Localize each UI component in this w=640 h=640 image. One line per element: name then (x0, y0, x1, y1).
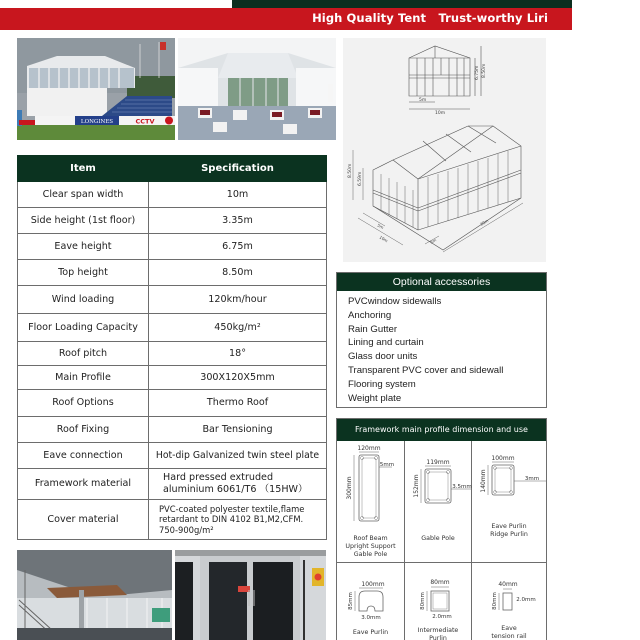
caption-line: tension rail (491, 633, 527, 640)
svg-text:5mm: 5mm (379, 462, 395, 468)
svg-text:3.5mm: 3.5mm (452, 484, 472, 490)
row-item: Wind loading (18, 286, 149, 314)
table-row (18, 182, 327, 208)
list-item: Flooring system (348, 378, 416, 390)
svg-text:85mm: 85mm (348, 592, 354, 610)
profile-gable-pole (405, 441, 472, 563)
svg-text:120mm: 120mm (357, 445, 381, 452)
svg-text:80mm: 80mm (420, 592, 426, 610)
table-header-row (18, 156, 327, 182)
caption-line: Roof Beam (353, 535, 388, 542)
caption-line: Gable Pole (353, 551, 388, 558)
svg-text:119mm: 119mm (426, 459, 450, 466)
row-spec (149, 469, 327, 500)
svg-text:LONGINES: LONGINES (80, 119, 114, 125)
column-header-item: Item (18, 156, 149, 182)
profile-eave-tension-rail (472, 563, 546, 640)
svg-text:152mm: 152mm (413, 474, 420, 498)
header-tagline: High Quality Tent Trust-worthy Liri (312, 11, 548, 25)
profile-eave-purlin (337, 563, 405, 640)
table-row (18, 366, 327, 390)
list-item: Rain Gutter (348, 323, 398, 335)
profile-roof-beam (337, 441, 405, 563)
row-spec: 300X120X5mm (149, 366, 327, 390)
optional-accessories-box (336, 272, 547, 408)
svg-text:100mm: 100mm (361, 581, 385, 588)
svg-text:5m: 5m (419, 98, 427, 103)
row-item: Eave connection (18, 443, 149, 469)
specification-table (17, 155, 327, 540)
profile-caption (405, 535, 471, 543)
profile-caption (337, 629, 404, 637)
photo-tent-interior (178, 38, 336, 140)
row-spec: 6.75m (149, 234, 327, 260)
caption-line: Ridge Purlin (490, 531, 528, 538)
row-item: Floor Loading Capacity (18, 314, 149, 342)
svg-text:8.50m: 8.50m (482, 63, 487, 78)
table-row (18, 342, 327, 366)
svg-text:80mm: 80mm (430, 579, 450, 586)
row-spec: Bar Tensioning (149, 417, 327, 443)
row-spec-line: PVC-coated polyester textile,flame (159, 503, 305, 514)
svg-text:8.50m: 8.50m (348, 163, 353, 178)
accessories-list (337, 291, 546, 405)
row-spec: 18° (149, 342, 327, 366)
row-spec: 8.50m (149, 260, 327, 286)
table-row (18, 260, 327, 286)
svg-text:140mm: 140mm (480, 469, 487, 493)
svg-text:30m: 30m (479, 218, 490, 227)
accessories-title: Optional accessories (337, 273, 546, 291)
row-item: Framework material (18, 469, 149, 500)
svg-text:3.0mm: 3.0mm (361, 615, 381, 621)
framework-profiles-box (336, 418, 547, 640)
profile-caption (337, 535, 404, 559)
header-dark-strip (232, 0, 572, 8)
column-header-specification: Specification (149, 156, 327, 182)
profile-caption (472, 523, 546, 539)
photo-mezzanine-interior (17, 550, 172, 640)
svg-text:5m: 5m (429, 237, 438, 245)
table-row (18, 417, 327, 443)
profile-intermediate-purlin (405, 563, 472, 640)
row-spec-line: retardant to DIN 4102 B1,M2,CFM. (159, 514, 304, 525)
list-item: Lining and curtain (348, 337, 424, 349)
row-spec-line: Hard pressed extruded (163, 472, 274, 483)
table-row (18, 443, 327, 469)
svg-text:CCTV: CCTV (135, 117, 155, 126)
svg-text:5m: 5m (376, 222, 385, 231)
list-item: Glass door units (348, 351, 418, 363)
tent-technical-drawing (343, 38, 546, 262)
row-item: Roof Options (18, 390, 149, 417)
framework-title: Framework main profile dimension and use (337, 419, 546, 441)
list-item: PVCwindow sidewalls (348, 296, 442, 307)
svg-text:6.75m: 6.75m (475, 65, 480, 80)
profile-152x119-icon (405, 441, 472, 563)
list-item: Anchoring (348, 309, 392, 321)
framework-profile-grid (337, 441, 546, 640)
svg-text:10m: 10m (378, 234, 389, 244)
list-item: Weight plate (348, 392, 402, 404)
table-row (18, 390, 327, 417)
table-row (18, 500, 327, 540)
table-row (18, 286, 327, 314)
profile-eave-ridge-purlin (472, 441, 546, 563)
row-spec: Hot-dip Galvanized twin steel plate (149, 443, 327, 469)
table-row (18, 314, 327, 342)
row-spec-line: aluminium 6061/T6 （15HW） (163, 484, 308, 495)
caption-line: Eave Purlin (491, 523, 527, 530)
svg-text:10m: 10m (435, 111, 446, 116)
svg-text:6.59m: 6.59m (358, 171, 363, 186)
row-item: Side height (1st floor) (18, 208, 149, 234)
caption-line: Purlin (429, 635, 447, 640)
caption-line: Gable Pole (421, 535, 455, 542)
profile-caption (472, 625, 546, 640)
svg-text:3mm: 3mm (524, 476, 540, 482)
table-row (18, 234, 327, 260)
caption-line: Upright Support (345, 543, 396, 550)
svg-text:80mm: 80mm (492, 592, 498, 610)
svg-text:2.0mm: 2.0mm (516, 597, 536, 603)
table-row (18, 208, 327, 234)
header-banner (0, 8, 572, 30)
svg-text:100mm: 100mm (491, 455, 515, 462)
svg-text:2.0mm: 2.0mm (432, 614, 452, 620)
row-spec-line: 750-900g/m² (159, 524, 214, 535)
row-spec: 450kg/m² (149, 314, 327, 342)
photo-tent-exterior (17, 38, 175, 140)
row-spec: 10m (149, 182, 327, 208)
list-item: Transparent PVC cover and sidewall (348, 364, 504, 376)
row-spec: Thermo Roof (149, 390, 327, 417)
row-spec: 3.35m (149, 208, 327, 234)
svg-text:40mm: 40mm (498, 581, 518, 588)
row-item: Roof Fixing (18, 417, 149, 443)
photo-glass-door (175, 550, 326, 640)
row-item: Eave height (18, 234, 149, 260)
table-row (18, 469, 327, 500)
row-item: Cover material (18, 500, 149, 540)
svg-text:300mm: 300mm (346, 476, 353, 500)
profile-140x100-icon (472, 441, 546, 563)
caption-line: Intermediate (417, 627, 459, 634)
caption-line: Eave (501, 625, 517, 632)
row-item: Clear span width (18, 182, 149, 208)
row-item: Main Profile (18, 366, 149, 390)
row-spec: 120km/hour (149, 286, 327, 314)
row-item: Roof pitch (18, 342, 149, 366)
caption-line: Eave Purlin (352, 629, 389, 636)
row-item: Top height (18, 260, 149, 286)
row-spec (149, 500, 327, 540)
profile-caption (405, 627, 471, 640)
